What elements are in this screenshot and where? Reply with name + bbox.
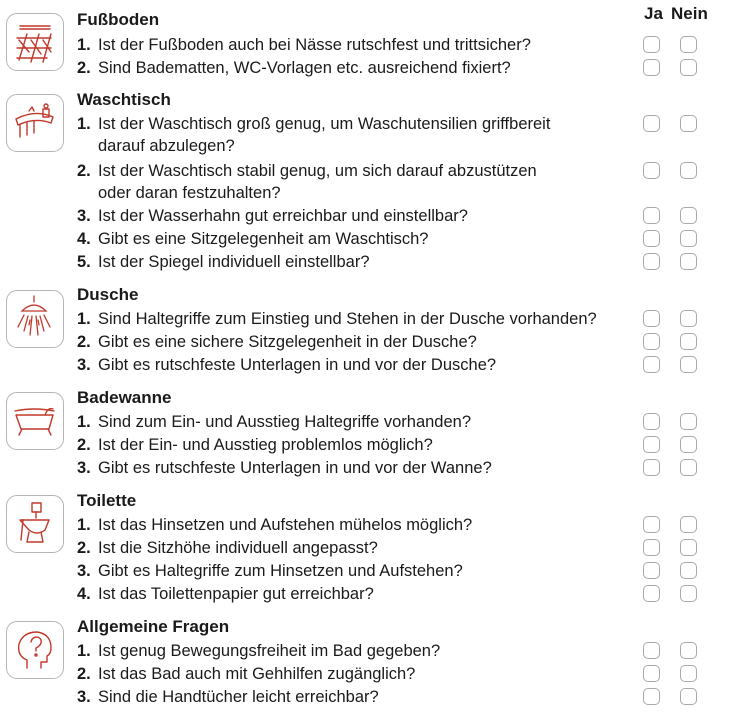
question-number: 3. <box>77 459 91 477</box>
section-title: Dusche <box>77 285 139 304</box>
question-text: Ist der Spiegel individuell einstellbar? <box>98 253 370 271</box>
question-item <box>77 434 433 456</box>
checkbox-no[interactable] <box>680 585 697 602</box>
checkbox-no[interactable] <box>680 459 697 476</box>
checkbox-no[interactable] <box>680 230 697 247</box>
question-item <box>77 251 370 273</box>
section-title: Badewanne <box>77 388 172 407</box>
question-item <box>77 354 496 376</box>
question-text: Ist der Waschtisch groß genug, um Waschutensilien griffbereit <box>98 115 551 133</box>
question-number: 1. <box>77 413 91 431</box>
question-text: Sind die Handtücher leicht erreichbar? <box>98 688 379 706</box>
question-number: 2. <box>77 539 91 557</box>
column-header-yes: Ja <box>644 4 663 23</box>
question-item <box>77 308 597 330</box>
checkbox-no[interactable] <box>680 59 697 76</box>
checkbox-yes[interactable] <box>643 162 660 179</box>
column-header-no: Nein <box>671 4 708 23</box>
checkbox-no[interactable] <box>680 115 697 132</box>
question-item <box>77 514 472 536</box>
checkbox-yes[interactable] <box>643 59 660 76</box>
question-item <box>77 57 511 79</box>
question-item <box>77 113 550 157</box>
checkbox-yes[interactable] <box>643 642 660 659</box>
toilet-icon <box>6 495 64 553</box>
question-text: Ist der Wasserhahn gut erreichbar und einstellbar? <box>98 207 468 225</box>
section-title: Fußboden <box>77 10 160 29</box>
checkbox-yes[interactable] <box>643 115 660 132</box>
question-item <box>77 331 477 353</box>
question-number: 1. <box>77 115 91 133</box>
question-item <box>77 160 537 204</box>
question-text: Ist die Sitzhöhe individuell angepasst? <box>98 539 378 557</box>
question-text: Gibt es rutschfeste Unterlagen in und vor der Dusche? <box>98 356 497 374</box>
question-item <box>77 560 463 582</box>
question-text: Gibt es eine Sitzgelegenheit am Waschtisch? <box>98 230 429 248</box>
question-text: Sind Badematten, WC-Vorlagen etc. ausreichend fixiert? <box>98 59 511 77</box>
checkbox-no[interactable] <box>680 333 697 350</box>
question-text: Ist das Hinsetzen und Aufstehen mühelos möglich? <box>98 516 473 534</box>
checkbox-yes[interactable] <box>643 333 660 350</box>
section-title: Allgemeine Fragen <box>77 617 230 636</box>
checkbox-yes[interactable] <box>643 413 660 430</box>
checkbox-no[interactable] <box>680 642 697 659</box>
checkbox-yes[interactable] <box>643 253 660 270</box>
question-text: Sind zum Ein- und Ausstieg Haltegriffe vorhanden? <box>98 413 472 431</box>
question-text: Ist das Toilettenpapier gut erreichbar? <box>98 585 374 603</box>
question-item <box>77 663 415 685</box>
question-item <box>77 228 428 250</box>
question-item <box>77 640 440 662</box>
question-number: 3. <box>77 207 91 225</box>
question-number: 2. <box>77 333 91 351</box>
question-number: 3. <box>77 562 91 580</box>
washbasin-icon <box>6 94 64 152</box>
question-number: 2. <box>77 665 91 683</box>
question-text: Ist genug Bewegungsfreiheit im Bad gegeben? <box>98 642 441 660</box>
checkbox-yes[interactable] <box>643 36 660 53</box>
question-text: Ist das Bad auch mit Gehhilfen zugänglich? <box>98 665 416 683</box>
checkbox-no[interactable] <box>680 665 697 682</box>
question-text: oder daran festzuhalten? <box>98 184 281 202</box>
question-text: Gibt es Haltegriffe zum Hinsetzen und Aufstehen? <box>98 562 463 580</box>
question-number: 2. <box>77 436 91 454</box>
checkbox-yes[interactable] <box>643 207 660 224</box>
checkbox-yes[interactable] <box>643 516 660 533</box>
question-number: 4. <box>77 230 91 248</box>
checkbox-no[interactable] <box>680 207 697 224</box>
checkbox-no[interactable] <box>680 356 697 373</box>
question-item <box>77 686 379 708</box>
question-number: 1. <box>77 642 91 660</box>
checkbox-no[interactable] <box>680 310 697 327</box>
checkbox-yes[interactable] <box>643 436 660 453</box>
question-text: Gibt es eine sichere Sitzgelegenheit in der Dusche? <box>98 333 477 351</box>
bathtub-icon <box>6 392 64 450</box>
question-number: 2. <box>77 162 91 180</box>
floor-tiles-icon <box>6 13 64 71</box>
checkbox-no[interactable] <box>680 253 697 270</box>
checkbox-no[interactable] <box>680 162 697 179</box>
question-item <box>77 411 471 433</box>
checkbox-yes[interactable] <box>643 562 660 579</box>
section-title: Waschtisch <box>77 90 171 109</box>
checkbox-no[interactable] <box>680 436 697 453</box>
checkbox-yes[interactable] <box>643 356 660 373</box>
question-number: 4. <box>77 585 91 603</box>
question-item <box>77 205 468 227</box>
question-number: 3. <box>77 356 91 374</box>
checkbox-yes[interactable] <box>643 688 660 705</box>
question-item <box>77 34 531 56</box>
checkbox-yes[interactable] <box>643 459 660 476</box>
question-number: 1. <box>77 36 91 54</box>
question-head-icon <box>6 621 64 679</box>
question-item <box>77 583 374 605</box>
question-text: Sind Haltegriffe zum Einstieg und Stehen in der Dusche vorhanden? <box>98 310 597 328</box>
checkbox-yes[interactable] <box>643 310 660 327</box>
checkbox-no[interactable] <box>680 562 697 579</box>
checkbox-yes[interactable] <box>643 665 660 682</box>
section-title: Toilette <box>77 491 137 510</box>
question-number: 5. <box>77 253 91 271</box>
checkbox-yes[interactable] <box>643 539 660 556</box>
checkbox-no[interactable] <box>680 413 697 430</box>
checkbox-no[interactable] <box>680 516 697 533</box>
question-text: Ist der Fußboden auch bei Nässe rutschfest und trittsicher? <box>98 36 531 54</box>
checkbox-no[interactable] <box>680 688 697 705</box>
checkbox-no[interactable] <box>680 539 697 556</box>
checkbox-yes[interactable] <box>643 230 660 247</box>
question-number: 1. <box>77 516 91 534</box>
question-text: Ist der Waschtisch stabil genug, um sich darauf abzustützen <box>98 162 537 180</box>
checkbox-yes[interactable] <box>643 585 660 602</box>
checkbox-no[interactable] <box>680 36 697 53</box>
question-number: 1. <box>77 310 91 328</box>
question-number: 3. <box>77 688 91 706</box>
question-item <box>77 457 492 479</box>
question-text: Ist der Ein- und Ausstieg problemlos möglich? <box>98 436 433 454</box>
question-number: 2. <box>77 59 91 77</box>
question-item <box>77 537 378 559</box>
question-text: darauf abzulegen? <box>98 137 235 155</box>
question-text: Gibt es rutschfeste Unterlagen in und vor der Wanne? <box>98 459 492 477</box>
shower-head-icon <box>6 290 64 348</box>
